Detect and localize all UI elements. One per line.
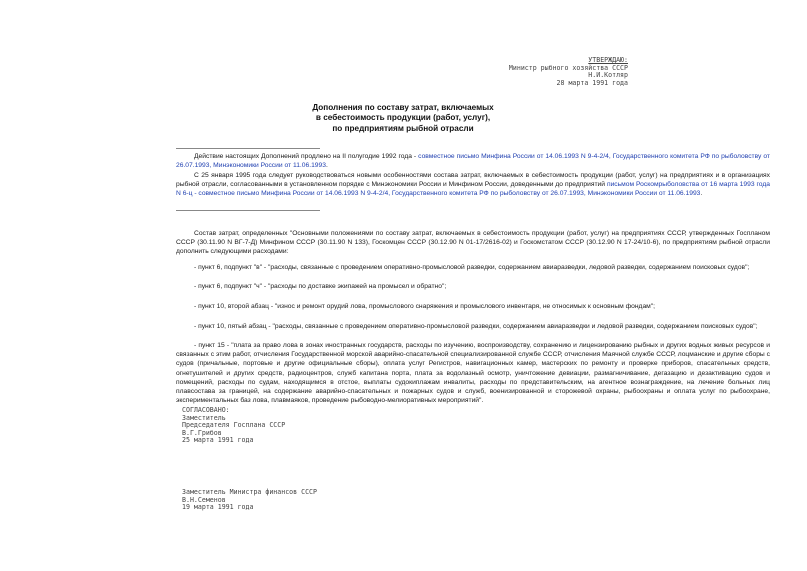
signer-name: В.Н.Семенов [182,495,226,504]
note-1-text: Действие настоящих Дополнений продлено на II полугодие 1992 года - [194,153,419,160]
body-intro: Состав затрат, определенных "Основными положениями по составу затрат, включаемых в себестоимость продукции (работ, услуг) на предприятиях СССР, утвержденных Госпланом СССР (30.11.90 N ВГ-7-Д) Минфином СССР (30.11.90 N 133), Госкомцен СССР (30.12.90 N 01-17/2616-02) и Госкомстатом СССР (30.12.90 N 17-24/10-6), по предприятиям рыбной отрасли дополнить следующими расходами: [176,230,770,256]
list-item: - пункт 6, подпункт "ч" - "расходы по доставке экипажей на промысел и обратно"; [194,283,447,290]
signer-name: В.Г.Грибов [182,428,222,437]
signer-position: Заместитель Министра финансов СССР [182,488,317,496]
signer-position: Председателя Госплана СССР [182,421,286,430]
list-item: - пункт 15 - "плата за право лова в зонах иностранных государств, расходы по изучению, воспроизводству, сохранению и лицензированию рыбных и других водных живых ресурсов и связанных с этим работ, отчисления Государственной морской аварийно-спасательной специализированной службе СССР, отчисления Маячной службе СССР, лоцманские и другие сборы с судов (причальные, портовые и другие официальные сборы), оплата услуг Регистров, навигационных камер, мастерских по ремонту и проверке приборов, спасательных средств, огнетушителей и других средств, радиоцентров, служб капитана порта, плата за водолазный осмотр, уничтожение девиации, размагничивание, дегазацию и дезактивацию судов и помещений, расходы по судам, находящимся в отстое, выплаты судокиплажам инвалиты, расходы по представительским, на агентное вознаграждение, на лечение больных лиц плавсостава за границей, на содержание аварийно-спасательных и пожарных судов и служб, военизированной и сторожевой охраны, рыбоохраны и оплата услуг по рыбоохране, экспериментальных баз лова, плавмаяков, проведение рыбоводно-мелиоративных мероприятий". [176,342,770,405]
signer-position: Заместитель [182,413,226,422]
list-item: - пункт 10, пятый абзац - "расходы, связанные с проведением оперативно-промысловой разведки, содержанием авиаразведки и ледовой разведки, содержанием поисковых судов"; [194,323,758,330]
signer-date: 19 марта 1991 года [182,503,254,512]
title-line-1: Дополнения по составу затрат, включаемых [312,103,494,112]
agreed-block-gosplan [182,407,285,445]
divider-top [176,148,320,149]
agreed-heading: СОГЛАСОВАНО: [182,406,230,414]
title-line-3: по предприятиям рыбной отрасли [332,123,474,133]
note-2-link[interactable]: письмом Роскомрыболовства от 16 марта 1993 года N 6-ц - совместное письмо Минфина России от 14.06.1993 N 9-4-2/4, Государственного комитета РФ по рыболовству от 26.07.1993, Минэкономики России от 11.06.1993 [176,181,770,198]
agreed-block-minfin [182,489,317,512]
approver-position: Министр рыбного хозяйства СССР [508,63,628,72]
note-1-end: . [325,162,328,170]
list-item: - пункт 6, подпункт "в" - "расходы, связанные с проведением оперативно-промысловой разведки, содержанием авиаразведки, ледовой разведки, содержанием поисковых судов"; [194,264,750,271]
approval-date: 28 марта 1991 года [556,78,628,87]
note-2-text: С 25 января 1995 года следует руководствоваться новыми особенностями состава затрат, включаемых в себестоимость продукции (работ, услуг) на предприятиях и в организациях рыбной отрасли, согласованными в установленном порядке с Минэкономики России и Минфином России, доведенными до предприятий [176,172,770,189]
approver-name: Н.И.Котляр [588,71,628,80]
approval-block [470,57,628,87]
note-2-end: . [700,190,703,198]
list-item: - пункт 10, второй абзац - "износ и ремонт орудий лова, промыслового снаряжения и промыслового инвентаря, не относимых к основным фондам"; [194,303,656,310]
note-replacement [176,171,770,199]
divider-bottom [176,210,320,211]
signer-date: 25 марта 1991 года [182,436,254,445]
note-1-link[interactable]: совместное письмо Минфина России от 14.06.1993 N 9-4-2/4, Государственного комитета РФ по рыболовству от 26.07.1993, Минэкономики России от 11.06.1993 [176,153,770,170]
note-extension [176,152,770,170]
title-line-2: в себестоимость продукции (работ, услуг), [315,113,491,123]
document-title [228,103,578,134]
approval-heading: УТВЕРЖДАЮ: [588,56,628,64]
